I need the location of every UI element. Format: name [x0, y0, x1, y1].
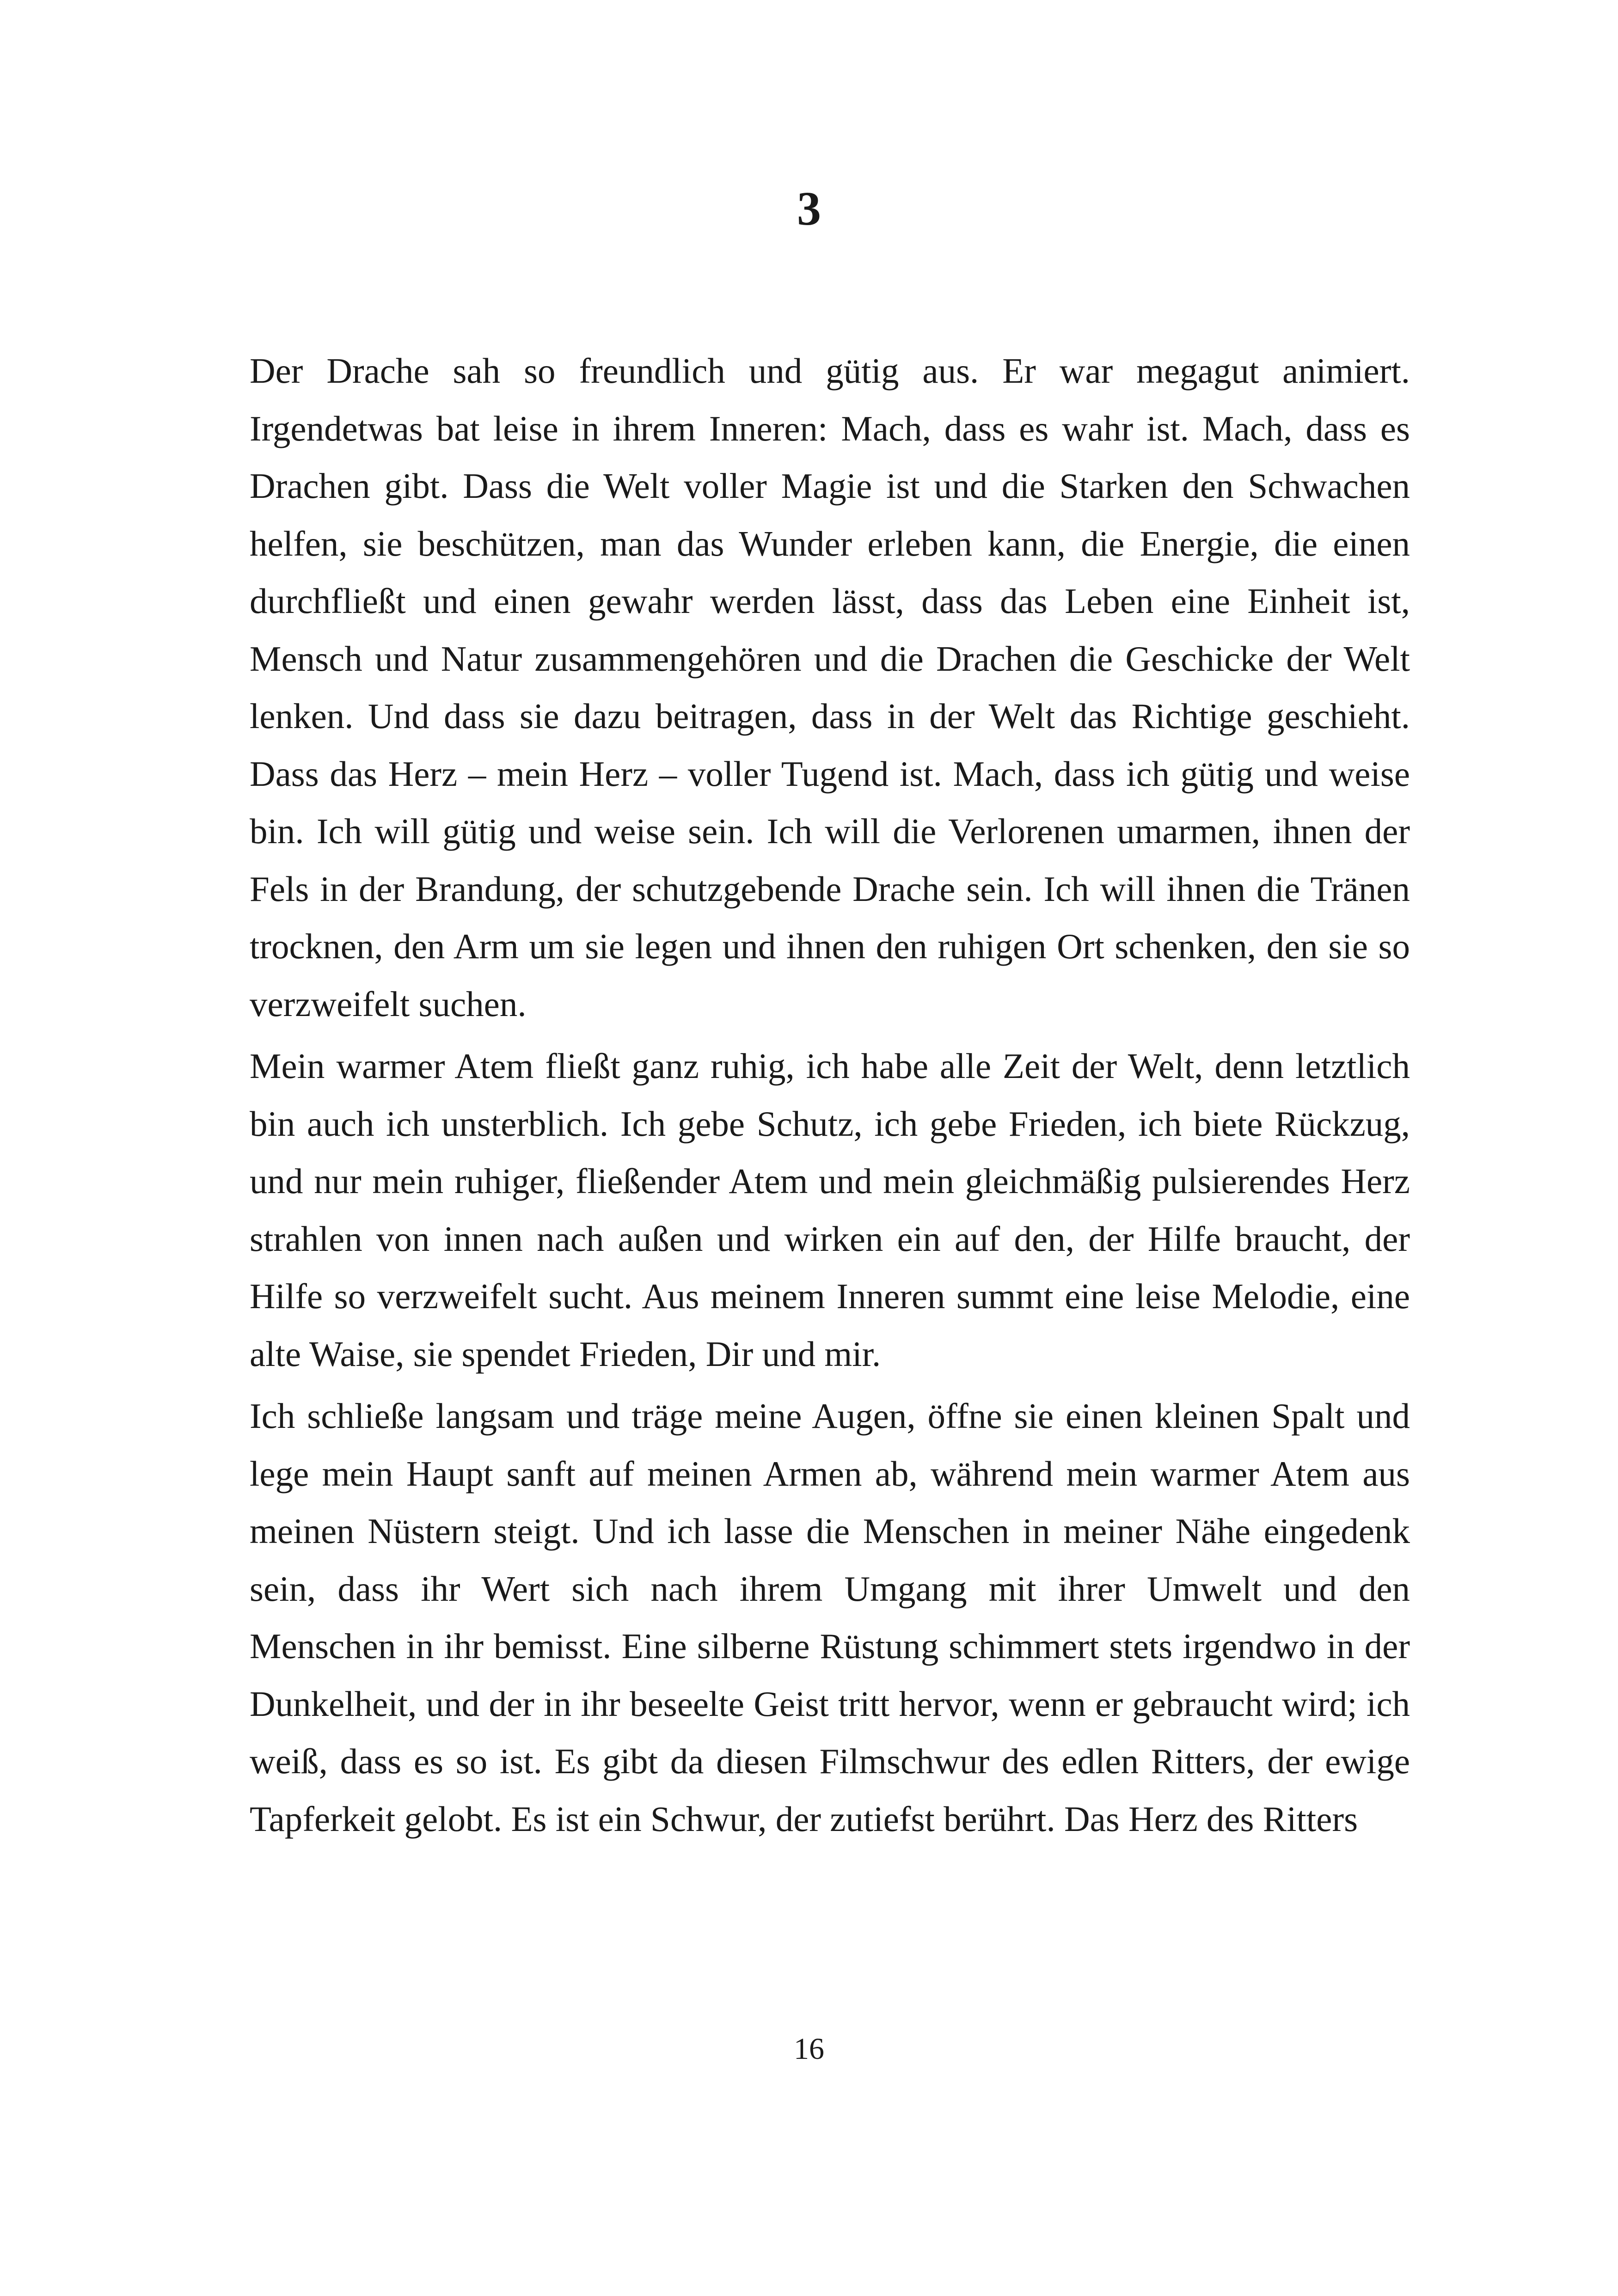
body-text [250, 342, 1410, 1852]
paragraph-1: Der Drache sah so freundlich und gütig aus. Er war megagut animiert. Irgendetwas bat leise in ihrem Inneren: Mach, dass es wahr ist. Mach, dass es Drachen gibt. Dass die Welt voller Magie ist und die Starken den Schwachen helfen, sie beschützen, man das Wunder erleben kann, die Energie, die einen durchfließt und einen gewahr werden lässt, dass das Leben eine Einheit ist, Mensch und Natur zusammengehören und die Drachen die Geschicke der Welt lenken. Und dass sie dazu beitragen, dass in der Welt das Richtige geschieht. Dass das Herz – mein Herz – voller Tugend ist. Mach, dass ich gütig und weise bin. Ich will gütig und weise sein. Ich will die Verlorenen umarmen, ihnen der Fels in der Brandung, der schutzgebende Drache sein. Ich will ihnen die Tränen trocknen, den Arm um sie legen und ihnen den ruhigen Ort schenken, den sie so verzweifelt suchen. [250, 351, 1410, 1024]
paragraph-3: Ich schließe langsam und träge meine Augen, öffne sie einen kleinen Spalt und lege mein Haupt sanft auf meinen Armen ab, während mein warmer Atem aus meinen Nüstern steigt. Und ich lasse die Menschen in meiner Nähe eingedenk sein, dass ihr Wert sich nach ihrem Umgang mit ihrer Umwelt und den Menschen in ihr bemisst. Eine silberne Rüstung schimmert stets irgendwo in der Dunkelheit, und der in ihr beseelte Geist tritt hervor, wenn er gebraucht wird; ich weiß, dass es so ist. Es gibt da diesen Filmschwur des edlen Ritters, der ewige Tapferkeit gelobt. Es ist ein Schwur, der zutiefst berührt. Das Herz des Ritters [250, 1396, 1410, 1839]
chapter-number: 3 [797, 182, 821, 235]
page-number: 16 [794, 2032, 824, 2066]
paragraph-2: Mein warmer Atem fließt ganz ruhig, ich habe alle Zeit der Welt, denn letztlich bin auch ich unsterblich. Ich gebe Schutz, ich gebe Frieden, ich biete Rückzug, und nur mein ruhiger, fließender Atem und mein gleichmäßig pulsierendes Herz strahlen von innen nach außen und wirken ein auf den, der Hilfe braucht, der Hilfe so verzweifelt sucht. Aus meinem Inneren summt eine leise Melodie, eine alte Waise, sie spendet Frieden, Dir und mir. [250, 1046, 1410, 1374]
